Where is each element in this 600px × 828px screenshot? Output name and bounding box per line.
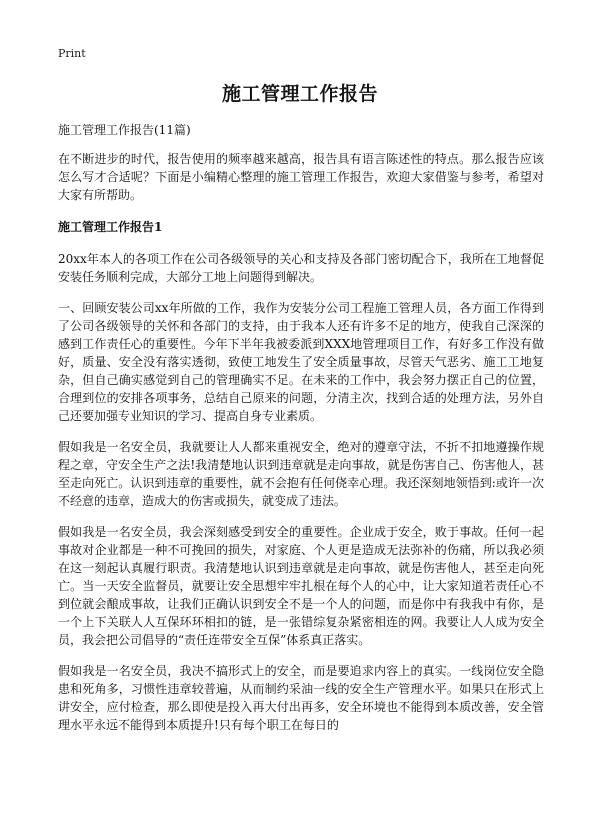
document-title: 施工管理工作报告: [221, 83, 378, 105]
body-paragraph: 假如我是一名安全员，我就要让人人都来重视安全，绝对的遵章守法，不折不扣地遵操作规程之章，守安全生产之法!我清楚地认识到违章就是走向事故，就是伤害自己、伤害他人，甚至走向死亡。认识到违章的重要性，就不会抱有任何侥幸心理。我还深刻地领悟到:或许一次不经意的违章，造成大的伤害或损失，就变成了违法。: [58, 440, 544, 508]
body-paragraph: 20xx年本人的各项工作在公司各级领导的关心和支持及各部门密切配合下，我所在工地督促安装任务顺利完成，大部分工地上问题得到解决。: [58, 252, 544, 284]
body-paragraph: 假如我是一名安全员，我决不搞形式上的安全，而是要追求内容上的真实。一线岗位安全隐患和死角多，习惯性违章较普遍，从而制约采油一线的安全生产管理水平。如果只在形式上讲安全，应付检查，那么即使是投入再大付出再多，安全环境也不能得到本质改善，安全管理水平永远不能得到本质提升!只有每个职工在每日的: [58, 664, 544, 732]
intro-paragraph: 在不断进步的时代，报告使用的频率越来越高，报告具有语言陈述性的特点。那么报告应该怎么写才合适呢？下面是小编精心整理的施工管理工作报告，欢迎大家借鉴与参考，希望对大家有所帮助。: [58, 152, 544, 202]
body-paragraph: 一、回顾安装公司xx年所做的工作，我作为安装分公司工程施工管理人员，各方面工作得到了公司各级领导的关怀和各部门的支持，由于我本人还有许多不足的地方，使我自己深深的感到工作责任心的重要性。今年下半年我被委派到XXX地管理项目工作，有好多工作没有做好，质量、安全没有落实透彻，致使工地发生了安全质量事故，尽管天气恶劣、施工工地复杂，但自己确实感觉到自己的管理确实不足。在未来的工作中，我会努力摆正自己的位置，合理到位的安排各项事务，总结自己原来的问题，分清主次，找到合适的处理方法，另外自己还要加强专业知识的学习、提高自身专业素质。: [58, 301, 544, 423]
document-subtitle: 施工管理工作报告(11篇): [58, 123, 191, 137]
section-heading: 施工管理工作报告1: [58, 220, 163, 234]
body-paragraph: 假如我是一名安全员，我会深刻感受到安全的重要性。企业成于安全，败于事故。任何一起事故对企业都是一种不可挽回的损失，对家庭、个人更是造成无法弥补的伤痛，所以我必须在这一刻起认真履行职责。我清楚地认识到违章就是走向事故，就是伤害他人，甚至走向死亡。当一天安全监督员，就要让安全思想牢牢扎根在每个人的心中，让大家知道若责任心不到位就会酿成事故，让我们正确认识到安全不是一个人的问题，而是你中有我我中有你，是一个上下关联人人互保环环相扣的链，是一张错综复杂紧密相连的网。我要让人人成为安全员，我会把公司倡导的“责任连带安全互保”体系真正落实。: [58, 525, 544, 647]
document-body: [58, 121, 544, 747]
print-link[interactable]: Print: [58, 47, 86, 60]
